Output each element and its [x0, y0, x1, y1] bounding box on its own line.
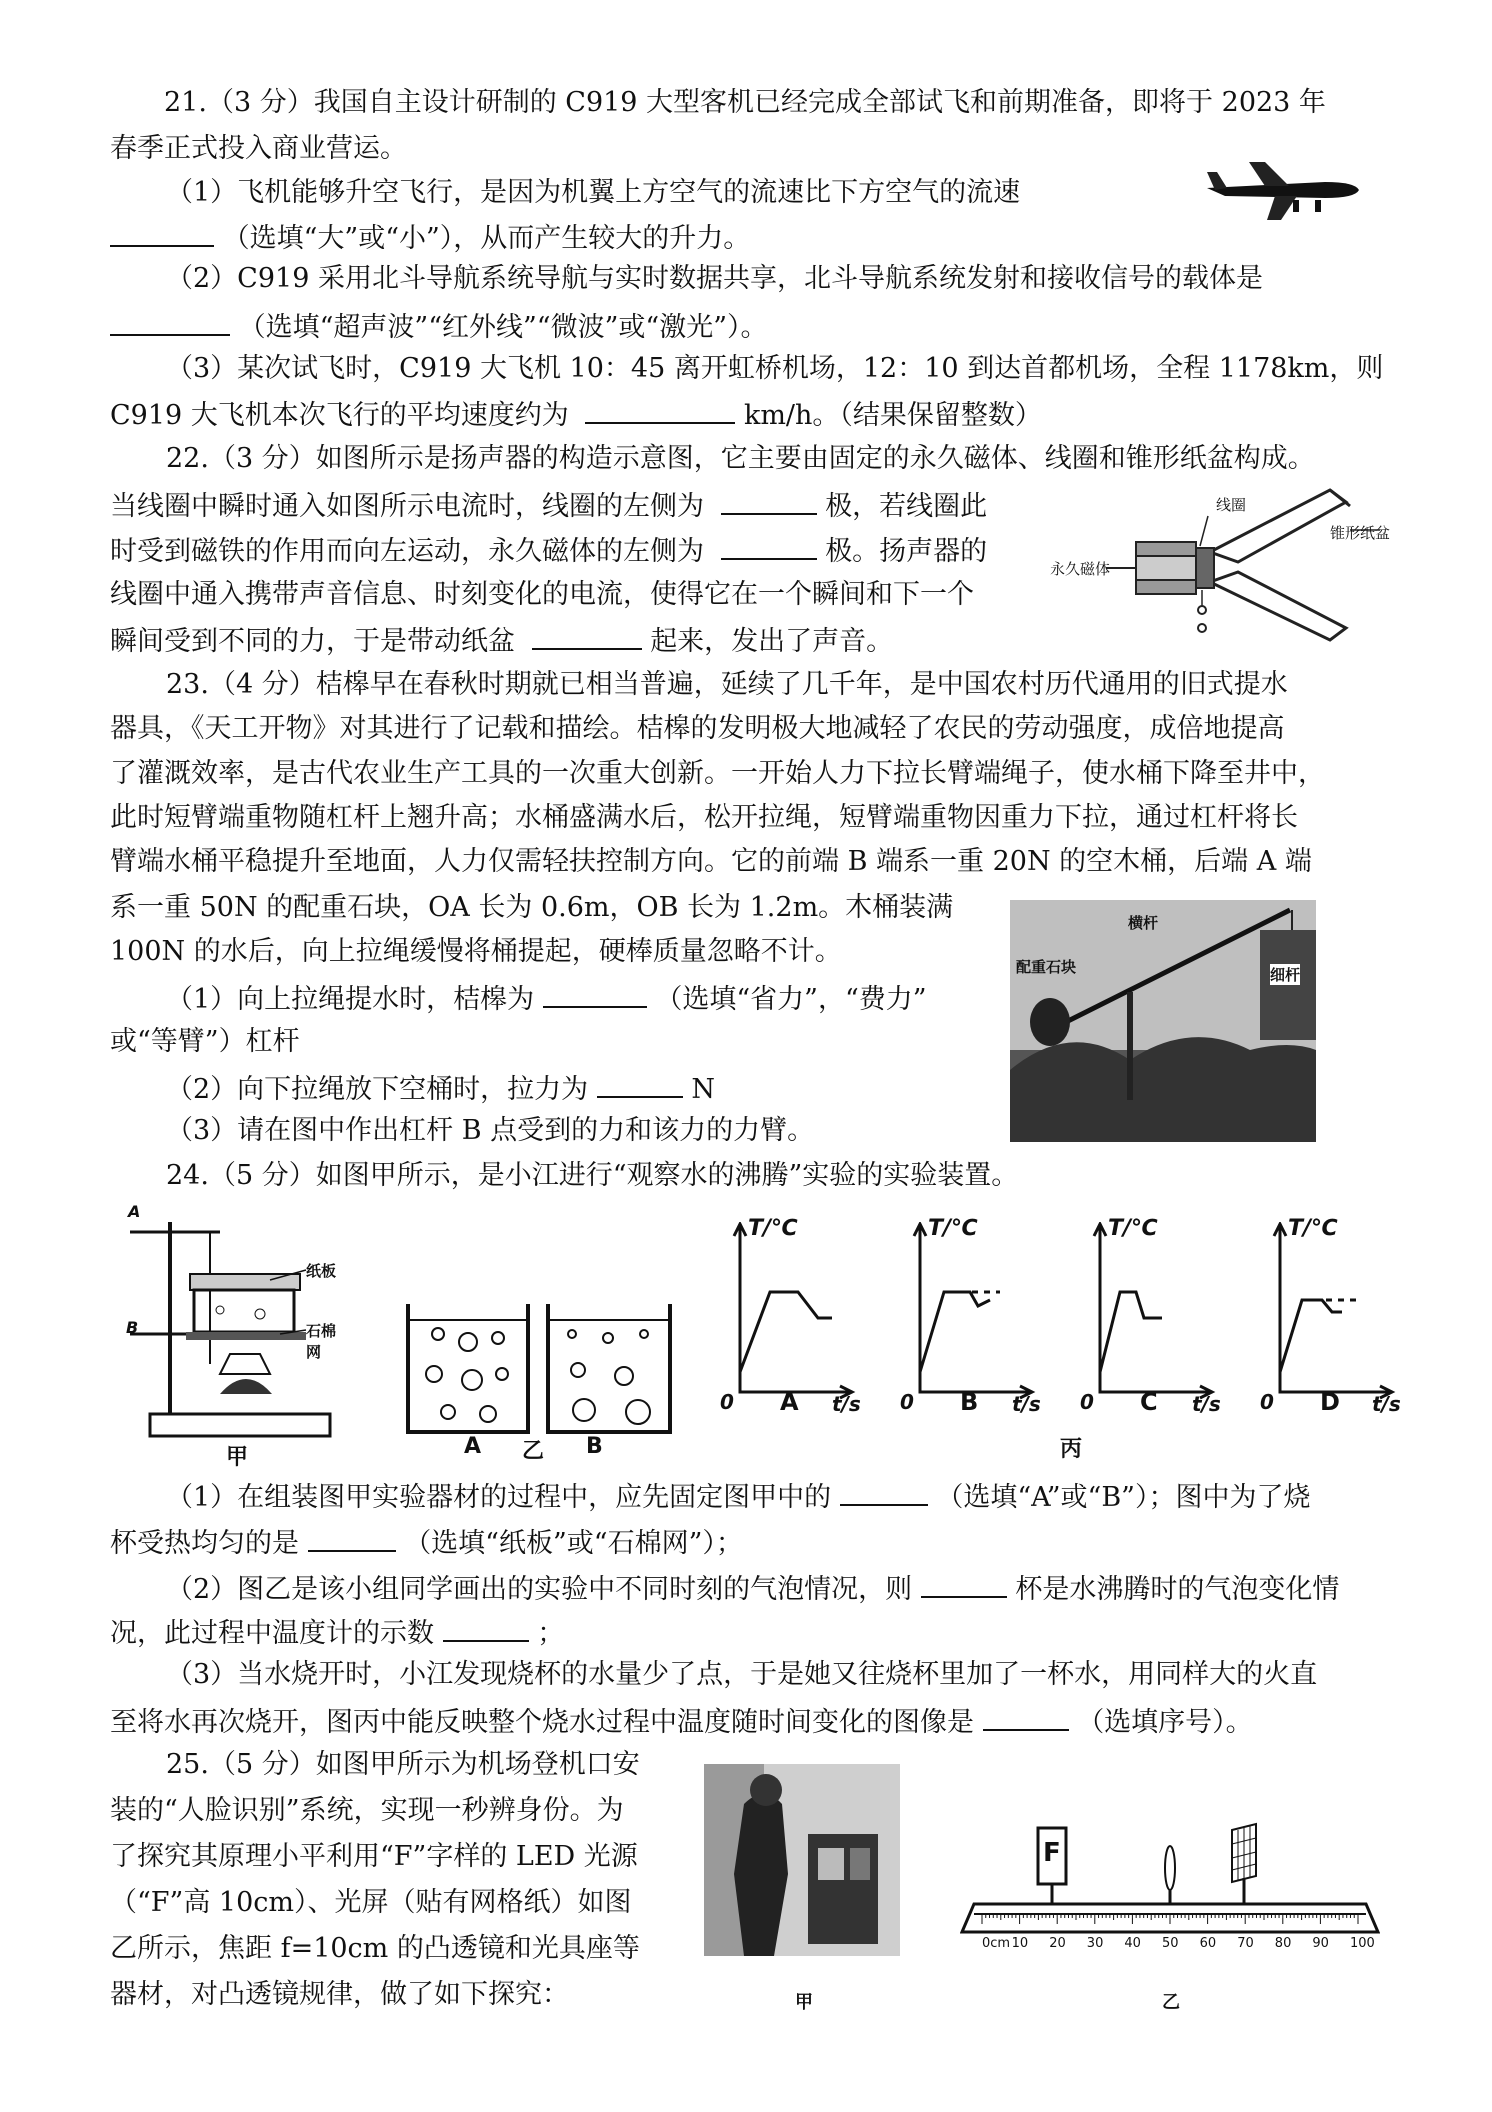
q21-line1: 21.（3 分）我国自主设计研制的 C919 大型客机已经完成全部试飞和前期准备，即将于 2023 年 — [164, 87, 1326, 118]
q25-line6: 器材，对凸透镜规律，做了如下探究： — [110, 1979, 569, 2010]
q21-line6-text: （选填“超声波”“红外线”“微波”或“激光”）。 — [238, 312, 768, 343]
q24-blank4[interactable] — [443, 1614, 529, 1642]
q25-line1: 25.（5 分）如图甲所示为机场登机口安 — [166, 1749, 640, 1780]
graph-letter-B: B — [960, 1388, 979, 1416]
q22-line3: 时受到磁铁的作用而向左运动，永久磁体的左侧为 极。扬声器的 — [110, 532, 987, 569]
q23-line4: 此时短臂端重物随杠杆上翘升高；水桶盛满水后，松开拉绳，短臂端重物因重力下拉，通过杠杆将长 — [110, 802, 1298, 833]
q21-blank3[interactable] — [585, 396, 735, 424]
graph-D — [1274, 1224, 1392, 1398]
q21-line4 — [110, 219, 750, 256]
q22-line2: 当线圈中瞬时通入如图所示电流时，线圈的左侧为 极，若线圈此 — [110, 487, 987, 524]
axis-t-label-D: T/℃ — [1288, 1216, 1338, 1241]
q24-line6: （3）当水烧开时，小江发现烧杯的水量少了点，于是她又往烧杯里加了一杯水，用同样大的火直 — [166, 1659, 1318, 1690]
caption-yi-b: B — [586, 1434, 603, 1459]
curve-A — [740, 1292, 832, 1372]
q23-line5: 臂端水桶平稳提升至地面，人力仅需轻扶控制方向。它的前端 B 端系一重 20N 的空木桶，后端 A 端 — [110, 846, 1312, 877]
q21-line4-text: （选填“大”或“小”），从而产生较大的升力。 — [222, 223, 751, 254]
axis-t-label-A: T/℃ — [748, 1216, 798, 1241]
ruler-label: 70 — [1237, 1936, 1254, 1951]
q21-line2: 春季正式投入商业营运。 — [110, 133, 407, 164]
graph-B — [914, 1224, 1032, 1398]
axis-t-label-B: T/℃ — [928, 1216, 978, 1241]
face-recognition-photo — [704, 1764, 900, 1956]
q23-line7: 100N 的水后，向上拉绳缓慢将桶提起，硬棒质量忽略不计。 — [110, 936, 842, 967]
q22-line1: 22.（3 分）如图所示是扬声器的构造示意图，它主要由固定的永久磁体、线圈和锥形纸盆构成。 — [166, 443, 1315, 474]
graph-letter-A: A — [780, 1388, 799, 1416]
q24-line3: 杯受热均匀的是 （选填“纸板”或“石棉网”）； — [110, 1524, 743, 1561]
axis-origin-C: 0 — [1080, 1390, 1094, 1414]
q24-line2: （1）在组装图甲实验器材的过程中，应先固定图甲中的 （选填“A”或“B”）；图中为了烧 — [166, 1478, 1310, 1515]
q22-blank1[interactable] — [721, 487, 817, 515]
q22-line5: 瞬间受到不同的力，于是带动纸盆 起来，发出了声音。 — [110, 622, 893, 659]
label-net: 石棉网 — [306, 1322, 337, 1361]
axis-origin-D: 0 — [1260, 1390, 1274, 1414]
axis-s-label-C: t/s — [1192, 1392, 1221, 1416]
label-coil: 线圈 — [1216, 496, 1247, 514]
q21-line3: （1）飞机能够升空飞行，是因为机翼上方空气的流速比下方空气的流速 — [166, 177, 1021, 208]
axis-s-label-A: t/s — [832, 1392, 861, 1416]
q23-line6: 系一重 50N 的配重石块，OA 长为 0.6m，OB 长为 1.2m。木桶装满 — [110, 892, 954, 923]
graph-C — [1094, 1224, 1212, 1398]
caption-yi: 乙 — [522, 1439, 545, 1464]
label-a: A — [128, 1202, 141, 1221]
ruler-label: 80 — [1274, 1936, 1292, 1951]
q23-line8: （1）向上拉绳提水时，桔槔为 （选填“省力”，“费力” — [166, 980, 927, 1017]
curve-C — [1100, 1292, 1162, 1372]
q21-line7: （3）某次试飞时，C919 大飞机 10：45 离开虹桥机场，12：10 到达首都机场，全程 1178km，则 — [166, 353, 1384, 384]
q23-line3: 了灌溉效率，是古代农业生产工具的一次重大创新。一开始人力下拉长臂端绳子，使水桶下降至井中， — [110, 758, 1325, 789]
label-bar: 横杆 — [1128, 914, 1159, 932]
well-sweep-illustration — [1010, 900, 1316, 1142]
q24-blank5[interactable] — [983, 1703, 1069, 1731]
ruler-label: 0cm — [982, 1936, 1011, 1951]
graph-A — [734, 1224, 852, 1398]
q22-line4: 线圈中通入携带声音信息、时刻变化的电流，使得它在一个瞬间和下一个 — [110, 579, 974, 610]
q21-line6 — [110, 308, 768, 345]
q24-line7: 至将水再次烧开，图丙中能反映整个烧水过程中温度随时间变化的图像是 （选填序号）。 — [110, 1703, 1253, 1740]
q21-blank1[interactable] — [110, 219, 214, 247]
label-board: 纸板 — [306, 1262, 337, 1280]
ruler-label: 60 — [1199, 1936, 1217, 1951]
q23-blank2[interactable] — [597, 1070, 683, 1098]
q23-line11: （3）请在图中作出杠杆 B 点受到的力和该力的力臂。 — [166, 1115, 815, 1146]
q22-blank3[interactable] — [532, 622, 642, 650]
q24-line1: 24.（5 分）如图甲所示，是小江进行“观察水的沸腾”实验的实验装置。 — [166, 1160, 1019, 1191]
caption-bing: 丙 — [1060, 1437, 1083, 1462]
label-cone: 锥形纸盆 — [1330, 524, 1391, 542]
q25-line2: 装的“人脸识别”系统，实现一秒辨身份。为 — [110, 1795, 624, 1826]
curve-D — [1280, 1300, 1342, 1372]
ruler-label: 90 — [1312, 1936, 1329, 1951]
q23-line9: 或“等臂”）杠杆 — [110, 1026, 300, 1057]
temperature-graphs — [720, 1216, 1420, 1422]
ruler-label: 50 — [1162, 1936, 1179, 1951]
ruler-label: 30 — [1086, 1936, 1104, 1951]
q25-line4: （“F”高 10cm）、光屏（贴有网格纸）如图 — [110, 1887, 632, 1918]
graph-letter-C: C — [1140, 1388, 1158, 1416]
axis-s-label-D: t/s — [1372, 1392, 1401, 1416]
caption-q25-jia: 甲 — [795, 1992, 813, 2013]
label-weight: 配重石块 — [1016, 958, 1077, 976]
axis-t-label-C: T/℃ — [1108, 1216, 1158, 1241]
q23-line2: 器具，《天工开物》对其进行了记载和描绘。桔槔的发明极大地减轻了农民的劳动强度，成倍地提高 — [110, 713, 1285, 744]
speaker-diagram — [1050, 486, 1410, 646]
ruler-label: 20 — [1049, 1936, 1066, 1951]
q24-blank2[interactable] — [308, 1524, 396, 1552]
ruler-label: 100 — [1350, 1936, 1375, 1951]
graph-letter-D: D — [1320, 1388, 1340, 1416]
axis-origin-A: 0 — [720, 1390, 734, 1414]
caption-yi-a: A — [464, 1434, 482, 1459]
q21-line5: （2）C919 采用北斗导航系统导航与实时数据共享，北斗导航系统发射和接收信号的载体是 — [166, 263, 1263, 294]
label-b: B — [126, 1318, 139, 1337]
optical-bench — [960, 1820, 1380, 1970]
bubble-beakers — [398, 1294, 680, 1444]
q23-line1: 23.（4 分）桔槔早在春秋时期就已相当普遍，延续了几千年，是中国农村历代通用的旧式提水 — [166, 669, 1288, 700]
q25-line5: 乙所示，焦距 f=10cm 的凸透镜和光具座等 — [110, 1933, 640, 1964]
ruler-label: 10 — [1011, 1936, 1029, 1951]
boiling-apparatus — [120, 1202, 350, 1444]
f-letter-source: F — [1043, 1838, 1061, 1868]
q21-line8: C919 大飞机本次飞行的平均速度约为 km/h。（结果保留整数） — [110, 396, 1042, 433]
q24-line4: （2）图乙是该小组同学画出的实验中不同时刻的气泡情况，则 杯是水沸腾时的气泡变化情 — [166, 1570, 1339, 1607]
q21-blank2[interactable] — [110, 308, 230, 336]
q24-blank3[interactable] — [921, 1570, 1007, 1598]
caption-jia: 甲 — [226, 1445, 249, 1470]
q23-line10: （2）向下拉绳放下空桶时，拉力为 N — [166, 1070, 715, 1107]
label-rope: 细杆 — [1270, 966, 1301, 984]
airplane-icon — [1205, 160, 1361, 222]
q23-blank1[interactable] — [543, 980, 647, 1008]
q24-blank1[interactable] — [840, 1478, 928, 1506]
curve-B — [920, 1292, 990, 1372]
axis-s-label-B: t/s — [1012, 1392, 1041, 1416]
label-magnet: 永久磁体 — [1050, 560, 1111, 578]
ruler-label: 40 — [1124, 1936, 1141, 1951]
q22-blank2[interactable] — [721, 532, 817, 560]
q24-line5: 况，此过程中温度计的示数 ； — [110, 1614, 564, 1651]
q25-line3: 了探究其原理小平利用“F”字样的 LED 光源 — [110, 1841, 638, 1872]
axis-origin-B: 0 — [900, 1390, 914, 1414]
caption-q25-yi: 乙 — [1162, 1992, 1180, 2013]
